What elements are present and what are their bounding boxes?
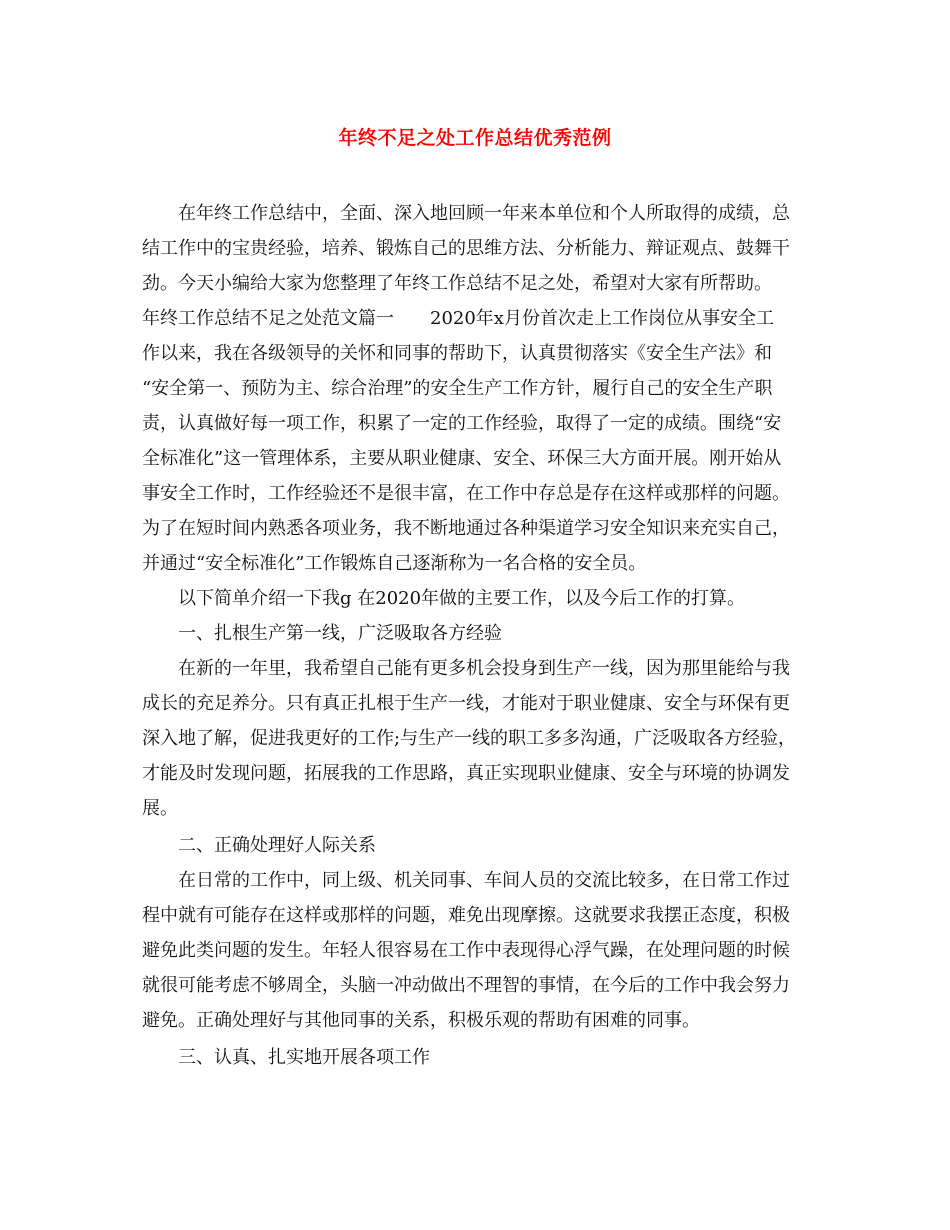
paragraph-line: 为了在短时间内熟悉各项业务，我不断地通过各种渠道学习安全知识来充实自己， — [142, 518, 790, 539]
paragraph-line: 避免此类问题的发生。年轻人很容易在工作中表现得心浮气躁，在处理问题的时候 — [142, 940, 790, 961]
paragraph-line: 在日常的工作中，同上级、机关同事、车间人员的交流比较多，在日常工作过 — [178, 870, 790, 891]
paragraph-line: 展。 — [142, 798, 178, 819]
paragraph-line: 事安全工作时，工作经验还不是很丰富，在工作中存总是存在这样或那样的问题。 — [142, 483, 790, 504]
paragraph-line: 责，认真做好每一项工作，积累了一定的工作经验，取得了一定的成绩。围绕“安 — [142, 413, 782, 434]
section-heading: 二、正确处理好人际关系 — [178, 835, 376, 856]
section-heading: 三、认真、扎实地开展各项工作 — [178, 1047, 430, 1068]
paragraph-line: “安全第一、预防为主、综合治理”的安全生产工作方针，履行自己的安全生产职 — [142, 378, 773, 399]
paragraph-line: 全标准化”这一管理体系，主要从职业健康、安全、环保三大方面开展。刚开始从 — [142, 448, 782, 469]
document-body — [142, 196, 812, 1075]
paragraph-line: 程中就有可能存在这样或那样的问题，难免出现摩擦。这就要求我摆正态度，积极 — [142, 905, 790, 926]
document-title: 年终不足之处工作总结优秀范例 — [338, 127, 612, 149]
paragraph-line: 劲。今天小编给大家为您整理了年终工作总结不足之处，希望对大家有所帮助。 — [142, 273, 772, 294]
paragraph-line: 作以来，我在各级领导的关怀和同事的帮助下，认真贯彻落实《安全生产法》和 — [142, 343, 772, 364]
section-heading: 一、扎根生产第一线，广泛吸取各方经验 — [178, 623, 502, 644]
paragraph-line: 在年终工作总结中，全面、深入地回顾一年来本单位和个人所取得的成绩，总 — [178, 203, 790, 224]
paragraph-line: 在新的一年里，我希望自己能有更多机会投身到生产一线，因为那里能给与我 — [178, 658, 790, 679]
paragraph-line: 就很可能考虑不够周全，头脑一冲动做出不理智的事情，在今后的工作中我会努力 — [142, 975, 790, 996]
paragraph-line: 年终工作总结不足之处范文篇一 2020年x月份首次走上工作岗位从事安全工 — [142, 308, 774, 329]
paragraph-line: 成长的充足养分。只有真正扎根于生产一线，才能对于职业健康、安全与环保有更 — [142, 693, 790, 714]
paragraph-line: 结工作中的宝贵经验，培养、锻炼自己的思维方法、分析能力、辩证观点、鼓舞干 — [142, 238, 790, 259]
paragraph-line: 深入地了解，促进我更好的工作;与生产一线的职工多多沟通，广泛吸取各方经验， — [142, 728, 797, 749]
paragraph-line: 避免。正确处理好与其他同事的关系，积极乐观的帮助有困难的同事。 — [142, 1010, 700, 1031]
paragraph-line: 以下简单介绍一下我g 在2020年做的主要工作，以及今后工作的打算。 — [178, 588, 746, 609]
paragraph-line: 才能及时发现问题，拓展我的工作思路，真正实现职业健康、安全与环境的协调发 — [142, 763, 790, 784]
paragraph-line: 并通过“安全标准化”工作锻炼自己逐渐称为一名合格的安全员。 — [142, 553, 647, 574]
